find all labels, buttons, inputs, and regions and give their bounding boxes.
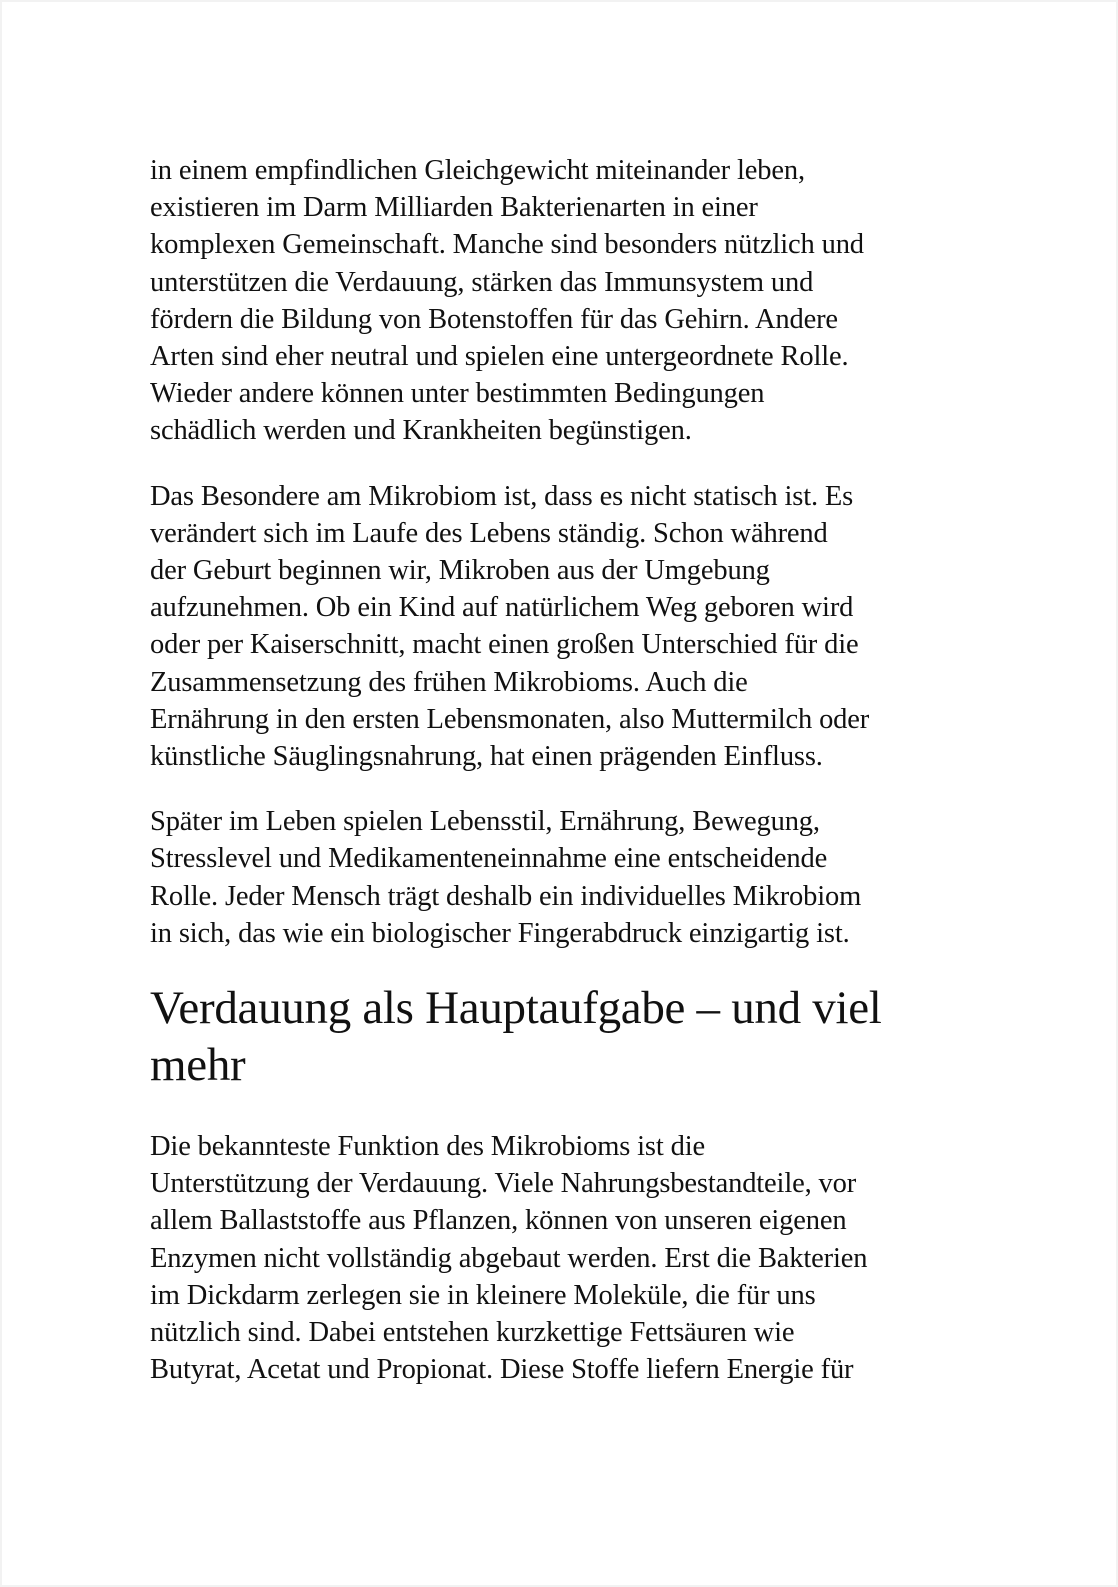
- text-line: in sich, das wie ein biologischer Fingerabdruck einzigartig ist.: [150, 917, 850, 949]
- paragraph-microbiome-change: [150, 478, 980, 776]
- text-line: fördern die Bildung von Botenstoffen für das Gehirn. Andere: [150, 303, 838, 335]
- heading-line: Verdauung als Hauptaufgabe – und viel: [150, 982, 882, 1035]
- text-line: unterstützen die Verdauung, stärken das Immunsystem und: [150, 266, 814, 298]
- text-line: Wieder andere können unter bestimmten Bedingungen: [150, 378, 765, 410]
- paragraph-digestion: [150, 1128, 980, 1388]
- paragraph-microbiome-balance: [150, 152, 980, 450]
- text-line: nützlich sind. Dabei entstehen kurzkettige Fettsäuren wie: [150, 1317, 795, 1349]
- text-line: aufzunehmen. Ob ein Kind auf natürlichem Weg geboren wird: [150, 592, 854, 624]
- paragraph-lifestyle: [150, 803, 980, 952]
- text-line: Später im Leben spielen Lebensstil, Ernährung, Bewegung,: [150, 806, 820, 838]
- text-line: Arten sind eher neutral und spielen eine untergeordnete Rolle.: [150, 341, 849, 373]
- text-line: verändert sich im Laufe des Lebens ständig. Schon während: [150, 517, 828, 549]
- text-line: oder per Kaiserschnitt, macht einen großen Unterschied für die: [150, 629, 859, 661]
- text-line: der Geburt beginnen wir, Mikroben aus der Umgebung: [150, 555, 770, 587]
- text-line: allem Ballaststoffe aus Pflanzen, können von unseren eigenen: [150, 1205, 847, 1237]
- text-line: Ernährung in den ersten Lebensmonaten, also Muttermilch oder: [150, 703, 870, 735]
- text-line: im Dickdarm zerlegen sie in kleinere Moleküle, die für uns: [150, 1279, 816, 1311]
- heading-line: mehr: [150, 1039, 246, 1092]
- text-line: Rolle. Jeder Mensch trägt deshalb ein individuelles Mikrobiom: [150, 880, 862, 912]
- text-line: in einem empfindlichen Gleichgewicht miteinander leben,: [150, 155, 805, 186]
- text-line: künstliche Säuglingsnahrung, hat einen prägenden Einfluss.: [150, 741, 823, 773]
- text-line: schädlich werden und Krankheiten begünstigen.: [150, 415, 692, 447]
- text-line: existieren im Darm Milliarden Bakterienarten in einer: [150, 192, 758, 224]
- document-body: [150, 152, 980, 1416]
- text-line: komplexen Gemeinschaft. Manche sind besonders nützlich und: [150, 229, 864, 261]
- text-line: Die bekannteste Funktion des Mikrobioms ist die: [150, 1131, 705, 1163]
- text-line: Enzymen nicht vollständig abgebaut werden. Erst die Bakterien: [150, 1242, 868, 1274]
- section-heading: [150, 980, 980, 1094]
- text-line: Butyrat, Acetat und Propionat. Diese Stoffe liefern Energie für: [150, 1354, 854, 1386]
- document-page: [2, 2, 1116, 1585]
- text-line: Zusammensetzung des frühen Mikrobioms. Auch die: [150, 666, 748, 698]
- text-line: Stresslevel und Medikamenteneinnahme eine entscheidende: [150, 843, 828, 875]
- text-line: Unterstützung der Verdauung. Viele Nahrungsbestandteile, vor: [150, 1168, 857, 1200]
- text-line: Das Besondere am Mikrobiom ist, dass es nicht statisch ist. Es: [150, 480, 854, 512]
